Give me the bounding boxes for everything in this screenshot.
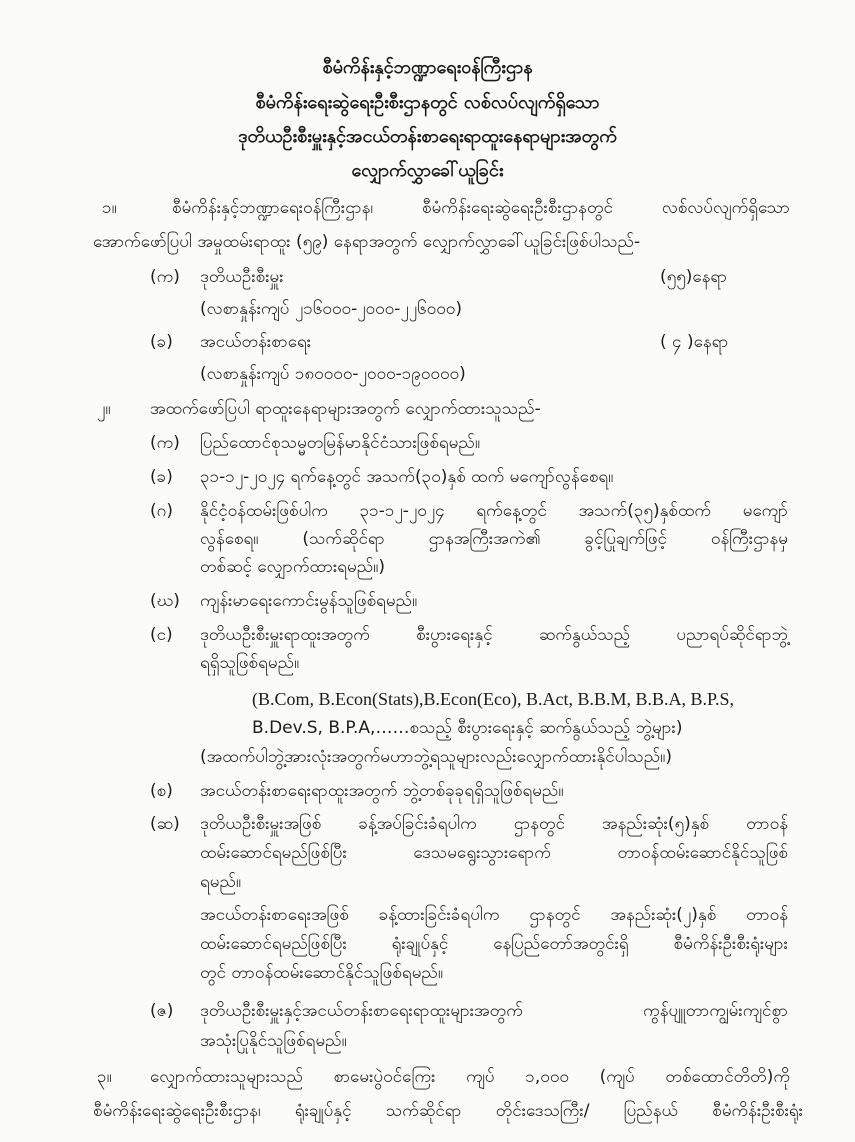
req-hsa-line3: ရမည်။ — [200, 872, 242, 892]
heading-ministry: စီမံကိန်းနှင့်ဘဏ္ဍာရေးဝန်ကြီးဌာန — [322, 57, 533, 78]
req-hsa-line4: အငယ်တန်းစာရေးအဖြစ် ခန့်ထားခြင်းခံရပါက ဌာနတွင် အနည်းဆုံး(၂)နှစ် တာဝန် — [200, 905, 788, 925]
heading-department: စီမံကိန်းရေးဆွဲရေးဦးစီးဌာနတွင် လစ်လပ်လျက်ရှိသော — [255, 92, 600, 113]
heading-title: လျှောက်လွှာခေါ်ယူခြင်း — [351, 160, 504, 181]
section1-number: ၁။ — [102, 198, 117, 218]
req-hsa-line6: တွင် တာဝန်ထမ်းဆောင်နိုင်သူဖြစ်ရမည်။ — [200, 963, 443, 983]
req-kha-label: (ခ) — [150, 467, 173, 487]
req-sa-text: အငယ်တန်းစာရေးရာထူးအတွက် ဘွဲ့တစ်ခုခုရရှိသူဖြစ်ရမည်။ — [200, 781, 564, 801]
position-ka-title: ဒုတိယဦးစီးမှူး — [200, 267, 284, 287]
req-hsa-line1: ဒုတိယဦးစီးမှူးအဖြစ် ခန့်အပ်ခြင်းခံရပါက ဌာနတွင် အနည်းဆုံး(၅)နှစ် တာဝန် — [200, 814, 788, 834]
req-ka-label: (က) — [150, 433, 180, 453]
section1-text-line1: စီမံကိန်းနှင့်ဘဏ္ဍာရေးဝန်ကြီးဌာန၊ စီမံကိန်းရေးဆွဲရေးဦးစီးဌာနတွင် လစ်လပ်လျက်ရှိသော — [172, 198, 790, 218]
req-gha-text: ကျန်းမာရေးကောင်းမွန်သူဖြစ်ရမည်။ — [200, 591, 418, 611]
req-nga-note: (အထက်ပါဘွဲ့အားလုံးအတွက်မဟာဘွဲ့ရသူများလည်းလျှောက်ထားနိုင်ပါသည်။) — [200, 747, 672, 767]
position-kha-label: (ခ) — [150, 332, 173, 352]
section3-number: ၃။ — [97, 1067, 112, 1087]
req-za-line1: ဒုတိယဦးစီးမှူးနှင့်အငယ်တန်းစာရေးရာထူးများအတွက် ကွန်ပျူတာကျွမ်းကျင်စွာ — [200, 1001, 788, 1021]
position-kha-title: အငယ်တန်းစာရေး — [200, 332, 312, 352]
heading-positions: ဒုတိယဦးစီးမှူးနှင့်အငယ်တန်းစာရေးရာထူးနေရာများအတွက် — [238, 126, 617, 147]
req-nga-label: (င) — [150, 625, 173, 645]
position-ka-label: (က) — [150, 267, 180, 287]
req-ga-label: (ဂ) — [150, 501, 173, 521]
req-hsa-line2: ထမ်းဆောင်ရမည်ဖြစ်ပြီး ဒေသမရွေးသွားရောက် တာဝန်ထမ်းဆောင်နိုင်သူဖြစ် — [200, 843, 788, 863]
position-ka-count: (၅၅)နေရာ — [660, 267, 728, 287]
section1-text-line2: အောက်ဖော်ပြပါ အမှုထမ်းရာထူး (၅၉) နေရာအတွက် လျှောက်လွှာခေါ်ယူခြင်းဖြစ်ပါသည်- — [93, 232, 641, 252]
position-kha-salary: (လစာနှုန်းကျပ် ၁၈၀၀၀၀-၂၀၀၀-၁၉၀၀၀၀) — [200, 364, 466, 384]
req-ga-line2: လွန်စေရ။ (သက်ဆိုင်ရာ ဌာနအကြီးအကဲ၏ ခွင့်ပြုချက်ဖြင့် ဝန်ကြီးဌာနမှ — [200, 529, 788, 549]
req-ga-line1: နိုင်ငံ့ဝန်ထမ်းဖြစ်ပါက ၃၁-၁၂-၂၀၂၄ ရက်နေ့တွင် အသက်(၃၅)နှစ်ထက် မကျော် — [200, 501, 788, 521]
section3-text-line1: လျှောက်ထားသူများသည် စာမေးပွဲဝင်ကြေး ကျပ် ၁,၀၀၀ (ကျပ် တစ်ထောင်တိတိ)ကို — [150, 1067, 790, 1087]
req-kha-text: ၃၁-၁၂-၂၀၂၄ ရက်နေ့တွင် အသက်(၃၀)နှစ် ထက် မကျော်လွန်စေရ။ — [200, 467, 614, 487]
section2-intro: အထက်ဖော်ပြပါ ရာထူးနေရာများအတွက် လျှောက်ထားသူသည်- — [150, 399, 541, 419]
req-ka-text: ပြည်ထောင်စုသမ္မတမြန်မာနိုင်ငံသားဖြစ်ရမည်။ — [200, 433, 480, 453]
req-sa-label: (စ) — [150, 781, 173, 801]
req-nga-line1: ဒုတိယဦးစီးမှူးရာထူးအတွက် စီးပွားရေးနှင့် ဆက်နွယ်သည့် ပညာရပ်ဆိုင်ရာဘွဲ့ — [200, 625, 788, 645]
req-za-line2: အသုံးပြုနိုင်သူဖြစ်ရမည်။ — [200, 1031, 347, 1051]
req-nga-line2: ရရှိသူဖြစ်ရမည်။ — [200, 653, 300, 673]
req-nga-degrees-line2: B.Dev.S, B.P.A,……စသည့် စီးပွားရေးနှင့် ဆက်နွယ်သည့် ဘွဲ့များ) — [252, 718, 683, 738]
section3-text-line2: စီမံကိန်းရေးဆွဲရေးဦးစီးဌာန၊ ရုံးချုပ်နှင့် သက်ဆိုင်ရာ တိုင်းဒေသကြီး/ ပြည်နယ် စီမံကိန်းဦးစီးရုံး — [93, 1101, 803, 1121]
req-gha-label: (ဃ) — [150, 591, 180, 611]
req-hsa-label: (ဆ) — [150, 814, 180, 834]
req-nga-degrees-line1: (B.Com, B.Econ(Stats),B.Econ(Eco), B.Act, B.B.M, B.B.A, B.P.S, — [252, 689, 735, 709]
req-ga-line3: တစ်ဆင့် လျှောက်ထားရမည်။) — [200, 557, 385, 577]
section2-number: ၂။ — [97, 399, 111, 419]
position-kha-count: ( ၄ )နေရာ — [660, 332, 729, 352]
req-hsa-line5: ထမ်းဆောင်ရမည်ဖြစ်ပြီး ရုံးချုပ်နှင့် နေပြည်တော်အတွင်းရှိ စီမံကိန်းဦးစီးရုံးများ — [200, 934, 788, 954]
req-za-label: (ဇ) — [150, 1001, 174, 1021]
position-ka-salary: (လစာနှုန်းကျပ် ၂၁၆၀၀၀-၂၀၀၀-၂၂၆၀၀၀) — [200, 299, 462, 319]
